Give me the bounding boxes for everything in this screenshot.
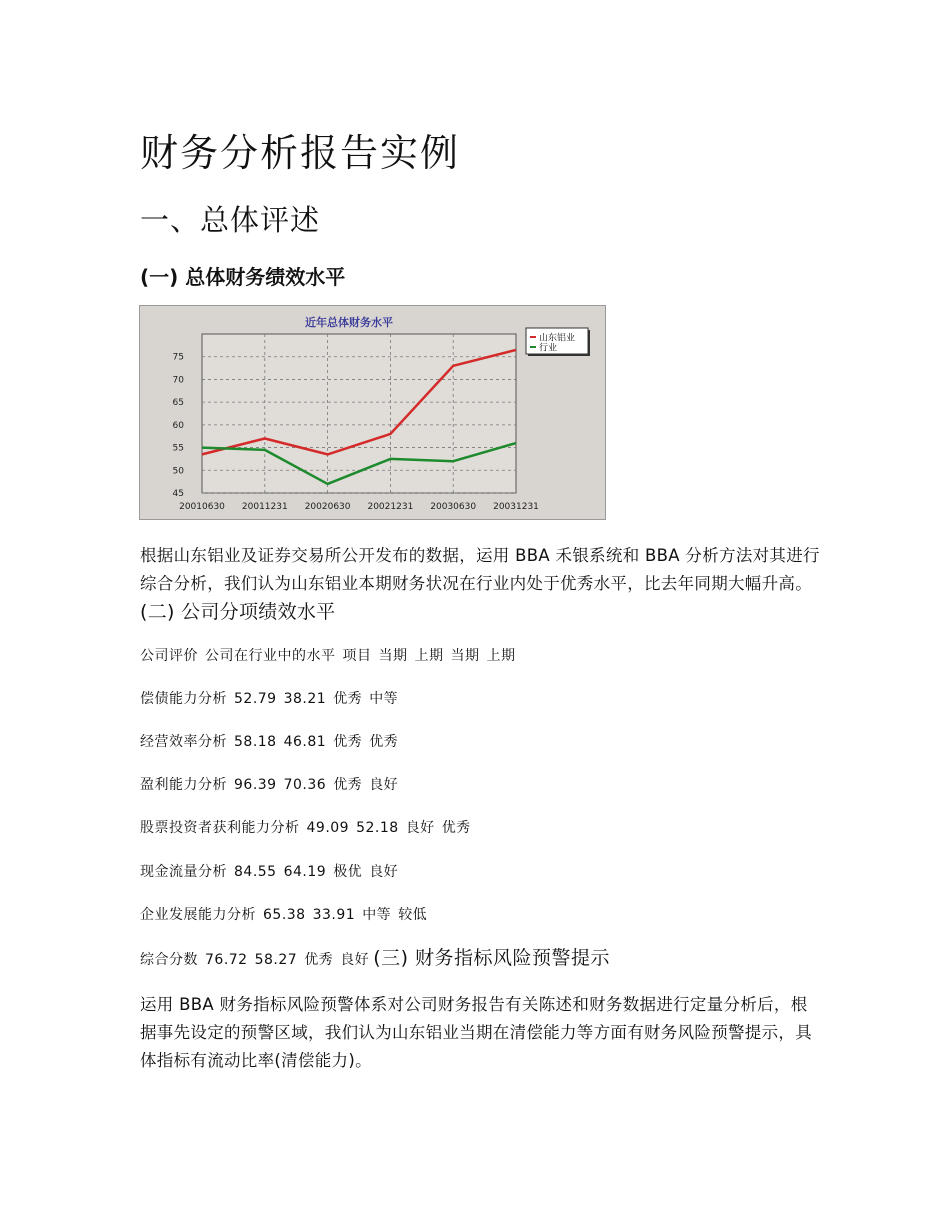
y-tick-label: 55 — [172, 443, 184, 454]
x-tick-label: 20010630 — [179, 502, 225, 512]
legend-label: 山东铝业 — [539, 333, 576, 344]
y-tick-label: 50 — [172, 466, 184, 477]
header-cell: 上期 — [414, 648, 444, 664]
table-cell: 较低 — [398, 907, 428, 923]
plot-area — [202, 334, 516, 493]
table-cell: 优秀 — [304, 952, 334, 968]
paragraph-risk-warning-text: 运用 BBA 财务指标风险预警体系对公司财务报告有关陈述和财务数据进行定量分析后，根据事先设定的预警区域，我们认为山东铝业当期在清偿能力等方面有财务风险预警提示，具体指标有流动比率(清偿能力)。 — [140, 995, 812, 1070]
chart-title: 近年总体财务水平 — [305, 316, 393, 329]
y-tick-label: 65 — [172, 398, 184, 409]
header-cell: 项目 — [342, 648, 372, 664]
y-tick-label: 60 — [172, 420, 184, 431]
x-tick-label: 20011231 — [241, 502, 288, 512]
table-cell: 经营效率分析 — [140, 734, 227, 750]
header-cell: 公司在行业中的水平 — [205, 648, 336, 664]
section-heading-overall: 一、总体评述 — [140, 203, 321, 237]
legend-label: 行业 — [539, 343, 558, 354]
header-cell: 当期 — [450, 648, 480, 664]
header-cell: 当期 — [378, 648, 408, 664]
table-cell: 46.81 — [283, 734, 327, 750]
x-tick-label: 20031231 — [493, 502, 539, 512]
table-row — [140, 774, 405, 794]
table-cell: 84.55 — [234, 864, 277, 880]
table-header-row — [140, 645, 523, 665]
paragraph-overall-summary-text: 根据山东铝业及证券交易所公开发布的数据，运用 BBA 禾银系统和 BBA 分析方法对其进行综合分析，我们认为山东铝业本期财务状况在行业内处于优秀水平，比去年同期大幅升高。 — [140, 546, 820, 593]
table-row — [140, 861, 405, 881]
table-row — [140, 943, 617, 970]
table-cell: 极优 — [333, 864, 363, 880]
overall-performance-chart — [139, 305, 606, 520]
table-cell: 49.09 — [306, 820, 350, 836]
table-cell: 优秀 — [333, 734, 363, 750]
table-cell: 良好 — [340, 952, 370, 968]
y-tick-label: 70 — [172, 375, 184, 386]
table-cell: 良好 — [405, 820, 435, 836]
paragraph-risk-warning — [140, 991, 820, 1075]
table-cell: 96.39 — [234, 777, 277, 793]
table-cell: 优秀 — [333, 691, 363, 707]
table-cell: 现金流量分析 — [140, 864, 227, 880]
table-cell: 64.19 — [283, 864, 327, 880]
x-tick-label: 20021231 — [367, 502, 414, 512]
table-cell: 58.18 — [234, 734, 277, 750]
table-cell: 良好 — [369, 777, 399, 793]
table-cell: 良好 — [369, 864, 399, 880]
table-cell: 33.91 — [312, 907, 356, 923]
table-cell: 52.79 — [234, 691, 277, 707]
subsection-heading-item-performance: (二) 公司分项绩效水平 — [140, 601, 336, 623]
y-tick-label: 45 — [172, 489, 184, 499]
document-title: 财务分析报告实例 — [140, 131, 461, 175]
table-cell: 76.72 — [205, 952, 248, 968]
table-row — [140, 731, 405, 751]
table-row — [140, 688, 405, 708]
y-tick-label: 75 — [172, 352, 184, 363]
table-cell: 优秀 — [333, 777, 363, 793]
table-row — [140, 904, 434, 924]
table-row — [140, 817, 478, 837]
subsection-heading-overall-performance: (一) 总体财务绩效水平 — [140, 265, 346, 289]
paragraph-overall-summary — [140, 542, 820, 627]
table-cell: 70.36 — [283, 777, 327, 793]
table-cell: 综合分数 — [140, 952, 198, 968]
table-cell: 优秀 — [369, 734, 399, 750]
table-cell: 盈利能力分析 — [140, 777, 227, 793]
table-cell: 企业发展能力分析 — [140, 907, 256, 923]
x-tick-label: 20020630 — [304, 502, 351, 512]
chart-svg — [140, 306, 607, 521]
table-cell: 38.21 — [283, 691, 327, 707]
table-cell: 52.18 — [356, 820, 399, 836]
header-cell: 公司评价 — [140, 648, 198, 664]
x-tick-label: 20030630 — [430, 502, 477, 512]
table-cell: 65.38 — [263, 907, 306, 923]
header-cell: 上期 — [486, 648, 516, 664]
subsection-heading-risk-warning: (三) 财务指标风险预警提示 — [373, 947, 611, 969]
table-cell: 58.27 — [254, 952, 298, 968]
table-cell: 优秀 — [441, 820, 471, 836]
table-cell: 偿债能力分析 — [140, 691, 227, 707]
table-cell: 中等 — [362, 907, 392, 923]
table-cell: 中等 — [369, 691, 399, 707]
table-cell: 股票投资者获利能力分析 — [140, 820, 300, 836]
